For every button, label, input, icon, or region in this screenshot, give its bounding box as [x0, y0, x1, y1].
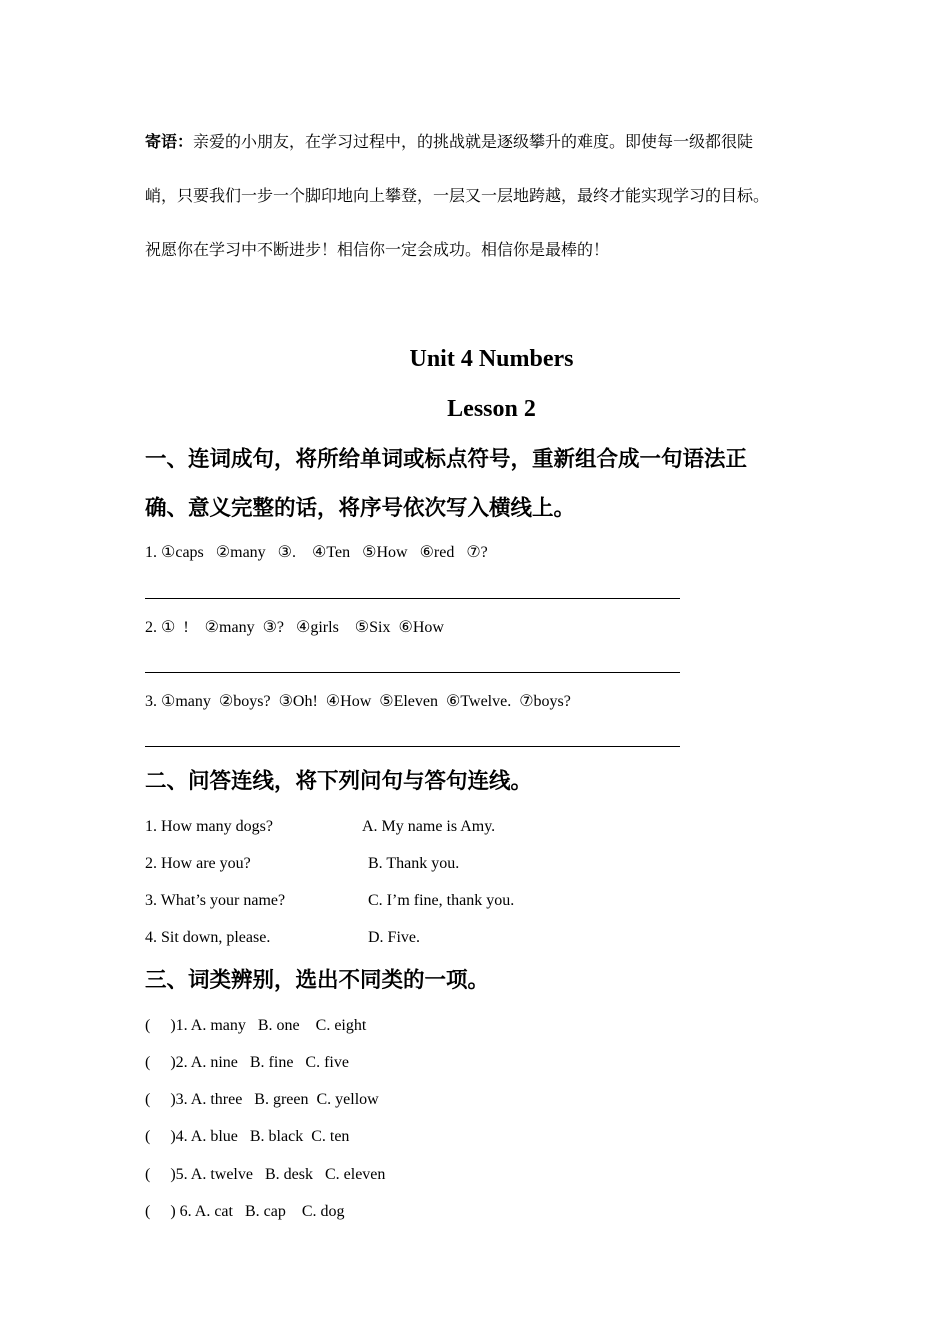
answer-line-2[interactable] — [145, 672, 680, 673]
intro-line-1 — [145, 133, 753, 153]
odd-one-out-item-4: ( )4. A. blue B. black C. ten — [145, 1128, 350, 1145]
match-question-1: 1. How many dogs? — [145, 818, 273, 835]
match-answer-d: D. Five. — [368, 929, 420, 946]
intro-label: 寄语： — [145, 134, 194, 151]
match-answer-a: A. My name is Amy. — [362, 818, 496, 835]
odd-one-out-item-6: ( ) 6. A. cat B. cap C. dog — [145, 1203, 345, 1220]
section1-heading-line-1: 一、连词成句，将所给单词或标点符号，重新组合成一句语法正 — [145, 447, 748, 472]
match-question-4: 4. Sit down, please. — [145, 929, 271, 946]
section1-item-2: 2. ① ! ②many ③? ④girls ⑤Six ⑥How — [145, 619, 444, 636]
match-question-3: 3. What’s your name? — [145, 892, 286, 909]
answer-line-3[interactable] — [145, 746, 680, 747]
section2-heading: 二、问答连线，将下列问句与答句连线。 — [145, 769, 533, 794]
unit-title: Unit 4 Numbers — [409, 346, 574, 372]
match-answer-b: B. Thank you. — [368, 855, 460, 872]
odd-one-out-item-5: ( )5. A. twelve B. desk C. eleven — [145, 1166, 386, 1183]
odd-one-out-item-3: ( )3. A. three B. green C. yellow — [145, 1091, 379, 1108]
lesson-title: Lesson 2 — [447, 396, 536, 422]
match-answer-c: C. I’m fine, thank you. — [368, 892, 515, 909]
odd-one-out-item-1: ( )1. A. many B. one C. eight — [145, 1017, 367, 1034]
intro-text-1: 亲爱的小朋友，在学习过程中，的挑战就是逐级攀升的难度。即使每一级都很陡 — [193, 134, 754, 151]
match-question-2: 2. How are you? — [145, 855, 251, 872]
odd-one-out-item-2: ( )2. A. nine B. fine C. five — [145, 1054, 349, 1071]
section1-item-1: 1. ①caps ②many ③. ④Ten ⑤How ⑥red ⑦? — [145, 544, 488, 561]
intro-line-2: 峭，只要我们一步一个脚印地向上攀登，一层又一层地跨越，最终才能实现学习的目标。 — [145, 188, 770, 205]
intro-line-3: 祝愿你在学习中不断进步！相信你一定会成功。相信你是最棒的！ — [145, 242, 610, 259]
section1-heading-line-2: 确、意义完整的话，将序号依次写入横线上。 — [145, 496, 576, 521]
answer-line-1[interactable] — [145, 598, 680, 599]
section3-heading: 三、词类辨别，选出不同类的一项。 — [145, 968, 490, 993]
section1-item-3: 3. ①many ②boys? ③Oh! ④How ⑤Eleven ⑥Twelve. ⑦boys? — [145, 693, 571, 710]
